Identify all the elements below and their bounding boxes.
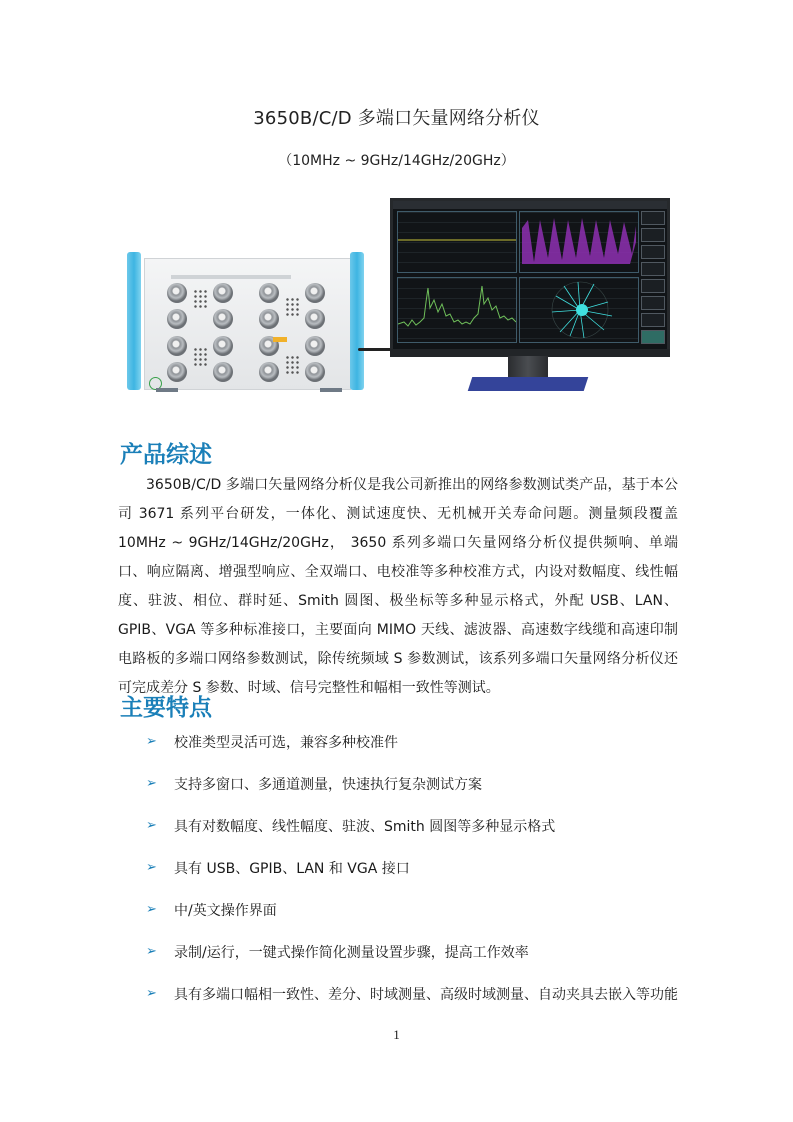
trace-cyan-polar	[520, 278, 638, 342]
indicator-leds	[285, 355, 299, 375]
feature-item: ➢ 校准类型灵活可选，兼容多种校准件	[146, 734, 398, 751]
arrow-right-icon: ➢	[146, 734, 157, 749]
frequency-range-subtitle: （10MHz ~ 9GHz/14GHz/20GHz）	[278, 153, 515, 169]
port-icon	[305, 336, 325, 356]
window-sawtooth-trace	[519, 211, 639, 273]
arrow-right-icon: ➢	[146, 902, 157, 917]
window-spectrum	[397, 277, 517, 343]
arrow-right-icon: ➢	[146, 776, 157, 791]
feature-item: ➢ 支持多窗口、多通道测量，快速执行复杂测试方案	[146, 776, 482, 793]
port-icon	[213, 336, 233, 356]
softkey	[641, 228, 665, 242]
analyzer-front-panel	[144, 258, 351, 390]
port-icon	[213, 283, 233, 303]
feature-item: ➢ 具有 USB、GPIB、LAN 和 VGA 接口	[146, 860, 410, 877]
port-icon	[167, 362, 187, 382]
foot	[320, 388, 342, 392]
trace-flat-line	[398, 212, 516, 272]
softkey	[641, 296, 665, 310]
trace-purple-sawtooth	[520, 212, 638, 272]
features-list	[146, 732, 706, 1026]
arrow-right-icon: ➢	[146, 986, 157, 1001]
arrow-right-icon: ➢	[146, 944, 157, 959]
feature-item: ➢ 中/英文操作界面	[146, 902, 277, 919]
indicator-leds	[193, 289, 207, 309]
softkey-panel	[641, 211, 665, 351]
softkey	[641, 313, 665, 327]
overview-paragraph	[118, 471, 678, 703]
arrow-right-icon: ➢	[146, 860, 157, 875]
features-heading: 主要特点	[120, 695, 212, 721]
window-polar	[519, 277, 639, 343]
indicator-leds	[285, 297, 299, 317]
arrow-right-icon: ➢	[146, 818, 157, 833]
port-icon	[259, 309, 279, 329]
foot	[156, 388, 178, 392]
softkey	[641, 279, 665, 293]
port-icon	[305, 309, 325, 329]
indicator-leds	[193, 347, 207, 367]
model-label	[171, 275, 291, 279]
softkey	[641, 262, 665, 276]
screen-menu-bar	[393, 201, 667, 209]
monitor-stand-base	[468, 377, 589, 391]
port-icon	[259, 283, 279, 303]
feature-item: ➢ 具有对数幅度、线性幅度、驻波、Smith 圆图等多种显示格式	[146, 818, 556, 835]
network-analyzer-unit	[124, 248, 368, 398]
overview-heading: 产品综述	[120, 442, 212, 468]
port-icon	[167, 283, 187, 303]
document-title: 3650B/C/D 多端口矢量网络分析仪	[253, 108, 540, 129]
port-icon	[213, 362, 233, 382]
port-icon	[259, 362, 279, 382]
softkey	[641, 245, 665, 259]
product-photo	[118, 196, 676, 396]
left-handle	[127, 252, 141, 390]
port-icon	[167, 336, 187, 356]
window-log-mag	[397, 211, 517, 273]
feature-item: ➢ 录制/运行，一键式操作简化测量设置步骤，提高工作效率	[146, 944, 529, 961]
port-icon	[167, 309, 187, 329]
softkey	[641, 211, 665, 225]
port-icon	[213, 309, 233, 329]
overview-text: 3650B/C/D 多端口矢量网络分析仪是我公司新推出的网络参数测试类产品，基于本公司 3671 系列平台研发，一体化、测试速度快、无机械开关寿命问题。测量频段覆盖 10MHz ~ 9GHz/14GHz/20GHz， 3650 系列多端口矢量网络分析仪提供频响、单端口、响应隔离、增强型响应、全双端口、电校准等多种校准方式，内设对数幅度、线性幅度、驻波、相位、群时延、Smith 圆图、极坐标等多种显示格式，外配 USB、LAN、GPIB、VGA 等多种标准接口，主要面向 MIMO 天线、滤波器、高速数字线缆和高速印制电路板的多端口网络参数测试，除传统频域 S 参数测试，该系列多端口矢量网络分析仪还可完成差分 S 参数、时域、信号完整性和幅相一致性等测试。	[118, 477, 678, 696]
trace-green-spectrum	[398, 278, 516, 342]
softkey-active	[641, 330, 665, 344]
port-icon	[305, 283, 325, 303]
port-icon	[305, 362, 325, 382]
monitor-screen	[390, 198, 670, 354]
warning-label-icon	[273, 337, 287, 342]
page-number: 1	[393, 1027, 400, 1042]
monitor	[388, 196, 672, 396]
feature-item: ➢ 具有多端口幅相一致性、差分、时域测量、高级时域测量、自动夹具去嵌入等功能	[146, 986, 678, 1003]
right-handle	[350, 252, 364, 390]
